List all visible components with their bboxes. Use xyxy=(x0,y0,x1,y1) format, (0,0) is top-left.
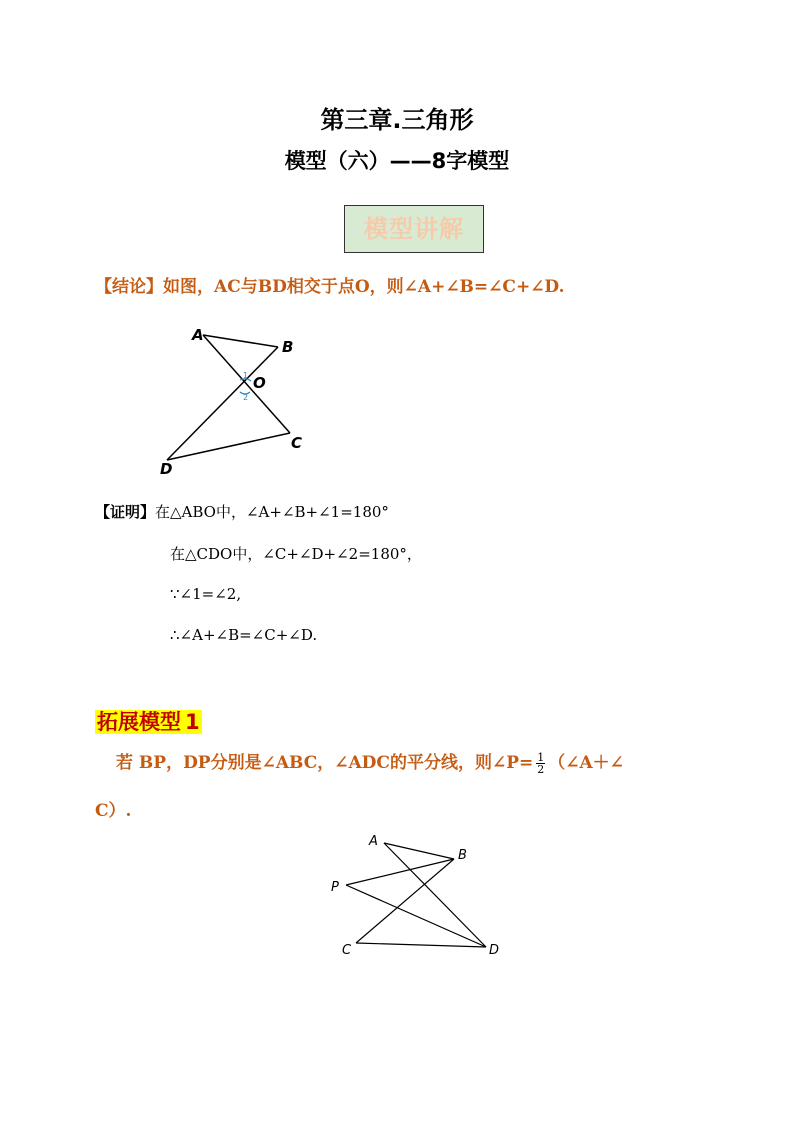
proof-line-3: ∵∠1=∠2, xyxy=(170,585,242,603)
proof-line-4: ∴∠A+∠B=∠C+∠D. xyxy=(170,626,318,644)
section-badge: 模型讲解 xyxy=(344,205,484,253)
point-label-d2: D xyxy=(489,943,500,958)
fraction-numerator: 1 xyxy=(537,751,545,764)
fraction-one-half xyxy=(536,752,545,775)
segment-bd xyxy=(167,347,278,460)
segment-pd xyxy=(346,885,486,947)
segment-cd xyxy=(356,943,486,947)
point-label-a: A xyxy=(192,326,204,344)
angle-label-1: 1 xyxy=(243,371,249,380)
segment-pb xyxy=(346,859,454,885)
fraction-denominator: 2 xyxy=(537,763,545,776)
point-label-p: P xyxy=(331,880,339,895)
model-subtitle: 模型（六）——8字模型 xyxy=(284,149,510,173)
segment-ac xyxy=(203,335,290,433)
extension-statement xyxy=(116,748,624,775)
segment-ab xyxy=(203,335,278,347)
point-label-c2: C xyxy=(342,943,352,958)
segment-dc xyxy=(167,433,290,460)
point-label-d: D xyxy=(160,460,173,478)
point-label-b2: B xyxy=(458,848,467,863)
point-label-b: B xyxy=(282,338,294,356)
chapter-title: 第三章.三角形 xyxy=(320,106,474,134)
segment-ab2 xyxy=(384,843,454,859)
extension-text-after: （∠A＋∠ xyxy=(548,753,624,773)
conclusion-label: 【结论】 xyxy=(95,277,163,297)
point-label-a2: A xyxy=(369,834,378,849)
point-label-c: C xyxy=(291,434,303,452)
extension-heading-text: 拓展模型 xyxy=(97,710,181,734)
segment-ad xyxy=(384,843,486,947)
angle-label-2: 2 xyxy=(243,393,249,402)
proof-line-1 xyxy=(95,501,389,522)
point-label-o: O xyxy=(253,374,266,392)
figure-eight-model xyxy=(150,320,320,480)
figure-bisector-model xyxy=(320,825,520,965)
extension-text-before: 若 BP，DP分别是∠ABC，∠ADC的平分线，则∠P= xyxy=(116,753,534,773)
extension-heading xyxy=(95,706,202,736)
proof-text-1: 在△ABO中，∠A+∠B+∠1=180° xyxy=(155,503,389,521)
conclusion-text: 如图，AC与BD相交于点O，则∠A+∠B=∠C+∠D. xyxy=(163,277,565,297)
extension-heading-num: 1 xyxy=(185,710,200,734)
proof-label: 【证明】 xyxy=(95,503,156,521)
proof-line-2: 在△CDO中，∠C+∠D+∠2=180°， xyxy=(170,545,422,563)
extension-statement-line2: C）. xyxy=(95,801,132,821)
conclusion xyxy=(95,272,565,297)
segment-bc xyxy=(356,859,454,943)
